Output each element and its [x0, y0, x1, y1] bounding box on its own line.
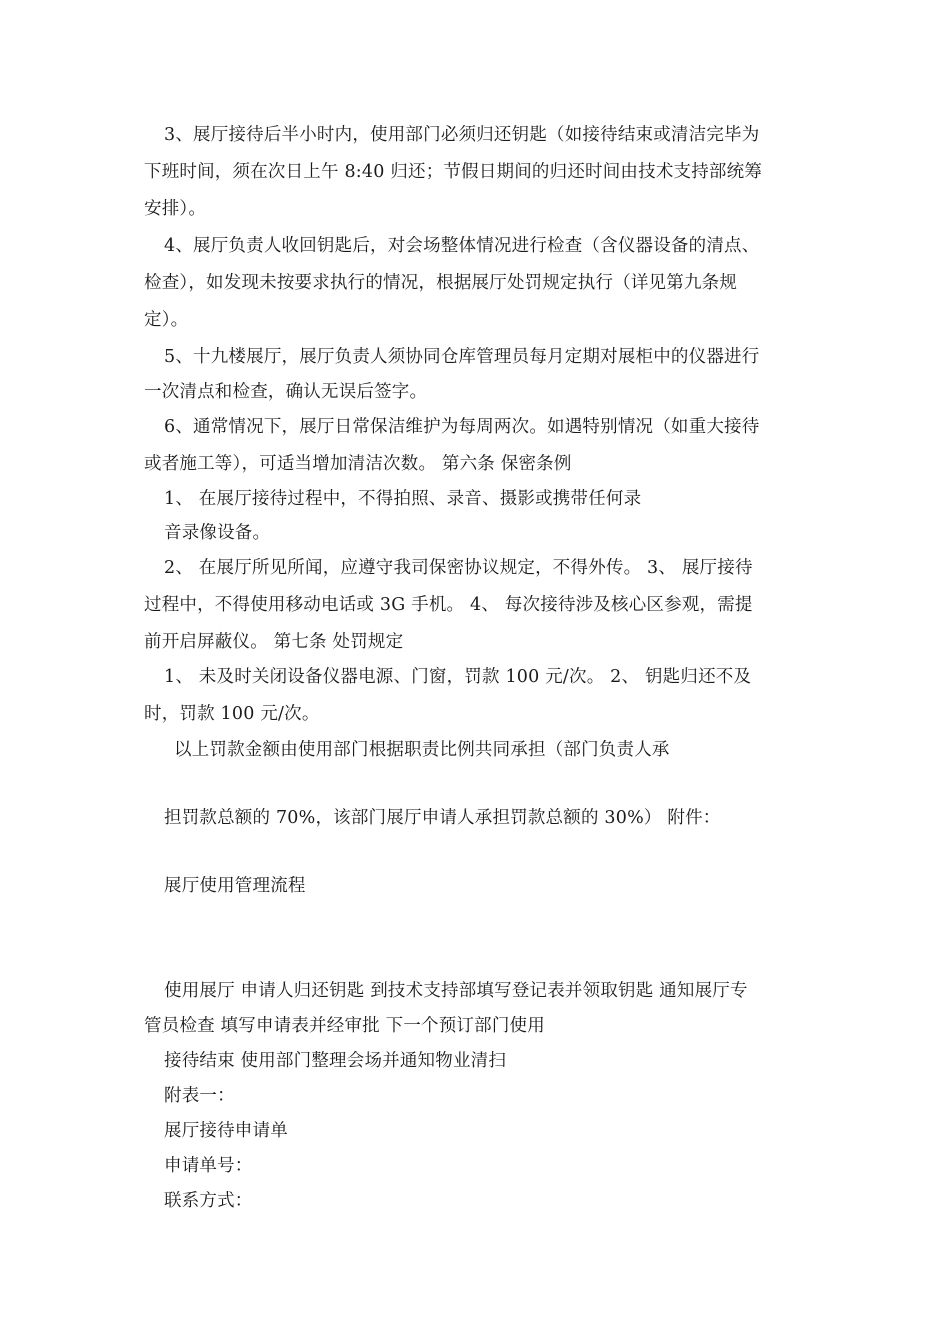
secrecy-item-1-line-1: 1、 在展厅接待过程中，不得拍照、录音、摄影或携带任何录 — [164, 489, 642, 509]
paragraph-4-line-1: 4、展厅负责人收回钥匙后，对会场整体情况进行检查（含仪器设备的清点、 — [164, 236, 760, 256]
secrecy-items-line-3: 前开启屏蔽仪。 第七条 处罚规定 — [144, 632, 404, 652]
paragraph-4-line-3: 定）。 — [144, 310, 189, 330]
form-title: 展厅接待申请单 — [164, 1121, 288, 1141]
flow-steps-line-3: 接待结束 使用部门整理会场并通知物业清扫 — [164, 1051, 507, 1071]
paragraph-4-line-2: 检查），如发现未按要求执行的情况，根据展厅处罚规定执行（详见第九条规 — [144, 273, 738, 293]
penalty-share-line-2: 担罚款总额的 70%，该部门展厅申请人承担罚款总额的 30%） 附件： — [164, 808, 721, 828]
appendix-label: 附表一： — [164, 1086, 235, 1106]
paragraph-5-line-1: 5、十九楼展厅，展厅负责人须协同仓库管理员每月定期对展柜中的仪器进行 — [164, 347, 760, 367]
flow-steps-line-2: 管员检查 填写申请表并经审批 下一个预订部门使用 — [144, 1016, 545, 1036]
secrecy-items-line-2: 过程中，不得使用移动电话或 3G 手机。 4、 每次接待涉及核心区参观，需提 — [144, 595, 753, 615]
paragraph-3-line-2: 下班时间，须在次日上午 8:40 归还；节假日期间的归还时间由技术支持部统筹 — [144, 162, 763, 182]
paragraph-3-line-3: 安排）。 — [144, 199, 207, 219]
paragraph-5-line-2: 一次清点和检查，确认无误后签字。 — [144, 382, 428, 402]
flow-steps-line-1: 使用展厅 申请人归还钥匙 到技术支持部填写登记表并领取钥匙 通知展厅专 — [164, 981, 748, 1001]
penalty-items-line-1: 1、 未及时关闭设备仪器电源、门窗，罚款 100 元/次。 2、 钥匙归还不及 — [164, 667, 752, 687]
secrecy-item-1-line-2: 音录像设备。 — [164, 523, 271, 543]
paragraph-3-line-1: 3、展厅接待后半小时内，使用部门必须归还钥匙（如接待结束或清洁完毕为 — [164, 125, 760, 145]
paragraph-6-line-2: 或者施工等），可适当增加清洁次数。 第六条 保密条例 — [144, 454, 572, 474]
application-number-label: 申请单号： — [164, 1156, 253, 1176]
penalty-share-line-1: 以上罚款金额由使用部门根据职责比例共同承担（部门负责人承 — [174, 740, 670, 760]
paragraph-6-line-1: 6、通常情况下，展厅日常保洁维护为每周两次。如遇特别情况（如重大接待 — [164, 417, 760, 437]
contact-label: 联系方式： — [164, 1191, 253, 1211]
flow-title: 展厅使用管理流程 — [164, 876, 306, 896]
penalty-items-line-2: 时，罚款 100 元/次。 — [144, 704, 320, 724]
secrecy-items-line-1: 2、 在展厅所见所闻，应遵守我司保密协议规定，不得外传。 3、 展厅接待 — [164, 558, 753, 578]
